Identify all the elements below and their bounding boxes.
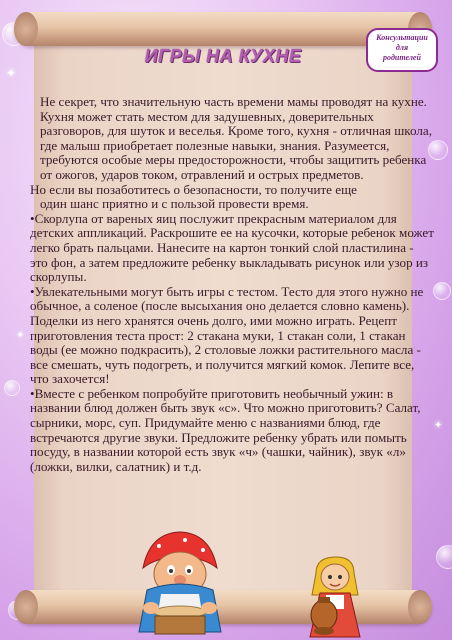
article-paragraph: •Скорлупа от вареных яиц послужит прекрасным материалом для детских аппликаций. Раскрошите ее на кусочки, которые ребенок может легко брать пальцами. Нанесите на картон тонкий слой пластилина - это фон, а затем предложите ребенку выкладывать рисунок или узор из скорлупы. <box>30 210 434 285</box>
article-paragraph: Но если вы позаботитесь о безопасности, то получите еще <box>30 181 357 197</box>
scroll-roll-end <box>408 590 432 624</box>
badge-line-1: Консультации <box>376 33 428 42</box>
badge-line-2: для <box>395 43 409 52</box>
bubble-decoration <box>433 282 451 300</box>
grandma-illustration <box>125 528 235 640</box>
page-title: ИГРЫ НА КУХНЕ <box>144 46 302 66</box>
consultation-badge <box>366 28 438 72</box>
badge-line-3: родителей <box>383 53 421 62</box>
girl-with-samovar-illustration <box>302 555 372 640</box>
article-paragraph: •Увлекательными могут быть игры с тестом. Тесто для этого нужно не обычное, а соленое (после высыхания оно делается словно камень). Поделки из него хранятся очень долго, ими можно играть. Рецепт приготовления теста прост: 2 стакана муки, 1 стакан соли, 1 стакан воды (ее можно подкрасить), 2 столовые ложки растительного масла - все смешать, чуть подогреть, и получится мягкий комок. Лепите все, что захочется! <box>30 283 424 387</box>
article-paragraph: •Вместе с ребенком попробуйте приготовить необычный ужин: в названии блюд должен быть звук «с». Что можно приготовить? Салат, сырники, морс, суп. Придумайте меню с названиями блюд, где встречаются другие звуки. Предложите ребенку убрать или помыть посуду, в названии которой есть звук «ч» (чашки, чайник), звук «л» (ложки, вилки, салатник) и т.д. <box>30 385 421 474</box>
article-paragraph: Не секрет, что значительную часть времени мамы проводят на кухне. Кухня может стать местом для задушевных, доверительных разговоров, для шуток и веселья. Кроме того, кухня - отличная школа, где малыш приобретает полезные навыки, знания. Разумеется, требуются особые меры предосторожности, чтобы защитить ребенка от ожогов, ударов током, отравлений и острых предметов. <box>40 94 432 182</box>
bubble-decoration <box>436 545 452 569</box>
article-body <box>30 95 434 474</box>
sparkle-decoration: ✦ <box>434 420 443 431</box>
sparkle-decoration: ✦ <box>16 330 25 341</box>
article-paragraph: один шанс приятно и с пользой провести время. <box>40 196 309 212</box>
scroll-roll-end <box>14 590 38 624</box>
scroll-roll-end <box>14 12 38 46</box>
sparkle-decoration: ✦ <box>6 66 17 80</box>
